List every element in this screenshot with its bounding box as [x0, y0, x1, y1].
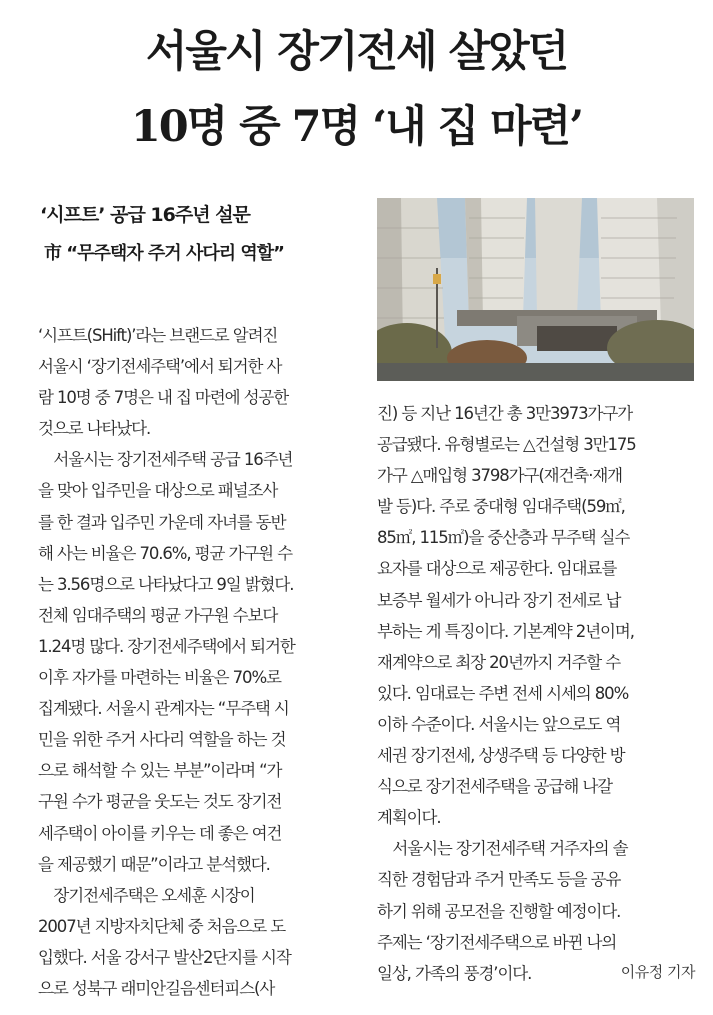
article-text-line: 부하는 게 특징이다. 기본계약 2년이며,	[377, 621, 634, 641]
article-text-line: 해 사는 비율은 70.6%, 평균 가구원 수	[38, 543, 292, 563]
article-text-line: 서울시 ‘장기전세주택’에서 퇴거한 사	[38, 357, 282, 377]
article-text-line: 장기전세주택은 오세훈 시장이	[38, 885, 255, 905]
article-text-line: 람 10명 중 7명은 내 집 마련에 성공한	[38, 388, 289, 408]
article-text-line: 서울시는 장기전세주택 공급 16주년	[38, 450, 293, 470]
article-text-line: 보증부 월세가 아니라 장기 전세로 납	[377, 590, 621, 610]
subheadline-line-1: ‘시프트’ 공급 16주년 설문	[40, 204, 250, 226]
article-text-line: 을 제공했기 때문”이라고 분석했다.	[38, 854, 270, 874]
article-text-line: 민을 위한 주거 사다리 역할을 하는 것	[38, 730, 286, 750]
article-text-line: 주제는 ‘장기전세주택으로 바뀐 나의	[377, 932, 617, 952]
article-text-line: 집계됐다. 서울시 관계자는 “무주택 시	[38, 699, 289, 719]
article-text-line: 직한 경험담과 주거 만족도 등을 공유	[377, 870, 621, 890]
article-text-line: 으로 성북구 래미안길음센터피스(사	[38, 978, 275, 998]
article-text-line: 공급됐다. 유형별로는 △건설형 3만175	[377, 435, 636, 455]
article-text-line: 전체 임대주택의 평균 가구원 수보다	[38, 605, 278, 625]
article-text-line: 85㎡, 115㎡)을 중산층과 무주택 실수	[377, 528, 630, 548]
article-text-line: 세권 장기전세, 상생주택 등 다양한 방	[377, 746, 625, 766]
article-text-line: 는 3.56명으로 나타났다고 9일 밝혔다.	[38, 574, 294, 594]
article-text-line: 진) 등 지난 16년간 총 3만3973가구가	[377, 404, 633, 423]
headline-line-2: 10명 중 7명 ‘내 집 마련’	[130, 102, 583, 152]
article-text-line: 것으로 나타났다.	[38, 419, 151, 439]
article-text-line: 구원 수가 평균을 웃도는 것도 장기전	[38, 792, 282, 812]
apartment-complex-image	[377, 198, 694, 381]
article-text-line: 가구 △매입형 3798가구(재건축·재개	[377, 466, 623, 486]
article-text-line: 를 한 결과 입주민 가운데 자녀를 동반	[38, 512, 286, 532]
article-text-line: 계획이다.	[377, 808, 441, 828]
article-text-line: 재계약으로 최장 20년까지 거주할 수	[377, 652, 621, 672]
headline-line-1: 서울시 장기전세 살았던	[145, 27, 568, 77]
article-text-line: ‘시프트(SHift)’라는 브랜드로 알려진	[38, 326, 278, 345]
article-text-line: 을 맞아 입주민을 대상으로 패널조사	[38, 481, 278, 501]
article-text-line: 세주택이 아이를 키우는 데 좋은 여건	[38, 823, 282, 843]
article-text-line: 입했다. 서울 강서구 발산2단지를 시작	[38, 947, 291, 967]
article-text-line: 일상, 가족의 풍경’이다.	[377, 963, 532, 983]
article-text-line: 하기 위해 공모전을 진행할 예정이다.	[377, 901, 621, 921]
article-text-line: 있다. 임대료는 주변 전세 시세의 80%	[377, 683, 629, 703]
subheadline-line-2: 市 “무주택자 주거 사다리 역할”	[44, 243, 284, 264]
article-text-line: 1.24명 많다. 장기전세주택에서 퇴거한	[38, 636, 295, 656]
article-text-line: 이하 수준이다. 서울시는 앞으로도 역	[377, 714, 621, 734]
article-text-line: 발 등)다. 주로 중대형 임대주택(59㎡,	[377, 497, 625, 517]
byline: 이유정 기자	[620, 963, 695, 981]
article-text-line: 으로 해석할 수 있는 부분”이라며 “가	[38, 761, 282, 781]
article-text-line: 이후 자가를 마련하는 비율은 70%로	[38, 668, 281, 688]
article-body-left-column	[38, 320, 356, 1004]
article-text-line: 요자를 대상으로 제공한다. 임대료를	[377, 559, 617, 579]
article-text-line: 서울시는 장기전세주택 거주자의 솔	[377, 839, 628, 859]
article-text-line: 2007년 지방자치단체 중 처음으로 도	[38, 916, 286, 936]
article-text-line: 식으로 장기전세주택을 공급해 나갈	[377, 777, 613, 797]
article-body-right-column	[377, 398, 695, 989]
apartment-photo	[377, 198, 694, 381]
